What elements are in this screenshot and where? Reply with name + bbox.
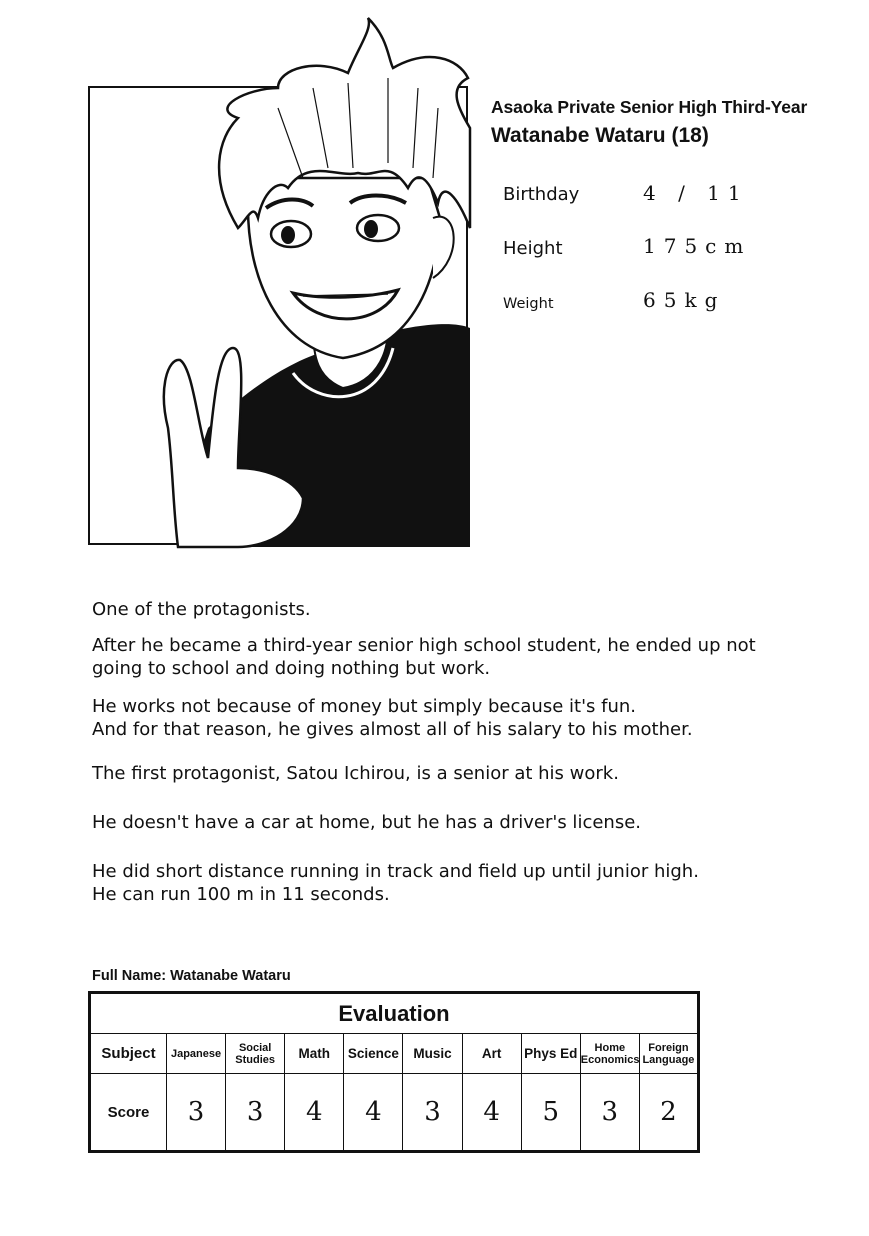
score-header: Score	[90, 1074, 167, 1152]
weight-label: Weight	[503, 296, 554, 312]
score-cell: 3	[167, 1074, 226, 1152]
description-paragraph	[92, 695, 693, 741]
subject-cell: Music	[403, 1034, 462, 1074]
subject-header: Subject	[90, 1034, 167, 1074]
birthday-label: Birthday	[503, 184, 580, 205]
subject-cell: Home Economics	[580, 1034, 639, 1074]
subject-cell: Japanese	[167, 1034, 226, 1074]
subject-cell: Art	[462, 1034, 521, 1074]
evaluation-table	[88, 991, 700, 1153]
height-label: Height	[503, 238, 563, 259]
evaluation-title: Evaluation	[90, 993, 699, 1034]
score-cell: 4	[285, 1074, 344, 1152]
description-paragraph	[92, 860, 699, 906]
birthday-value: 4 / 11	[643, 181, 749, 205]
description-paragraph	[92, 634, 756, 680]
description-paragraph	[92, 762, 619, 785]
score-cell: 2	[639, 1074, 698, 1152]
subject-cell: Foreign Language	[639, 1034, 698, 1074]
subject-cell: Math	[285, 1034, 344, 1074]
score-cell: 3	[580, 1074, 639, 1152]
description-line: He can run 100 m in 11 seconds.	[92, 884, 390, 905]
character-portrait	[88, 86, 468, 545]
score-cell: 5	[521, 1074, 580, 1152]
height-value: 175cm	[643, 234, 752, 258]
description-line: He works not because of money but simply because it's fun.	[92, 696, 636, 717]
character-name: Watanabe Wataru (18)	[491, 124, 709, 147]
description-line: The first protagonist, Satou Ichirou, is a senior at his work.	[92, 763, 619, 784]
weight-value: 65kg	[643, 288, 726, 312]
subject-row	[90, 1034, 699, 1074]
description-line: After he became a third-year senior high school student, he ended up not	[92, 635, 756, 656]
description-line: And for that reason, he gives almost all of his salary to his mother.	[92, 719, 693, 740]
description-paragraph	[92, 598, 311, 621]
score-cell: 4	[344, 1074, 403, 1152]
description-line: going to school and doing nothing but work.	[92, 658, 491, 679]
description-line: He did short distance running in track and field up until junior high.	[92, 861, 699, 882]
description-paragraph	[92, 811, 641, 834]
score-row	[90, 1074, 699, 1152]
description-line: One of the protagonists.	[92, 599, 311, 620]
subject-cell: Science	[344, 1034, 403, 1074]
score-cell: 4	[462, 1074, 521, 1152]
full-name-label: Full Name: Watanabe Wataru	[92, 968, 291, 984]
subject-cell: Phys Ed	[521, 1034, 580, 1074]
subject-cell: Social Studies	[226, 1034, 285, 1074]
character-illustration	[88, 28, 470, 547]
score-cell: 3	[226, 1074, 285, 1152]
description-line: He doesn't have a car at home, but he has a driver's license.	[92, 812, 641, 833]
score-cell: 3	[403, 1074, 462, 1152]
school-heading: Asaoka Private Senior High Third-Year	[491, 97, 808, 117]
